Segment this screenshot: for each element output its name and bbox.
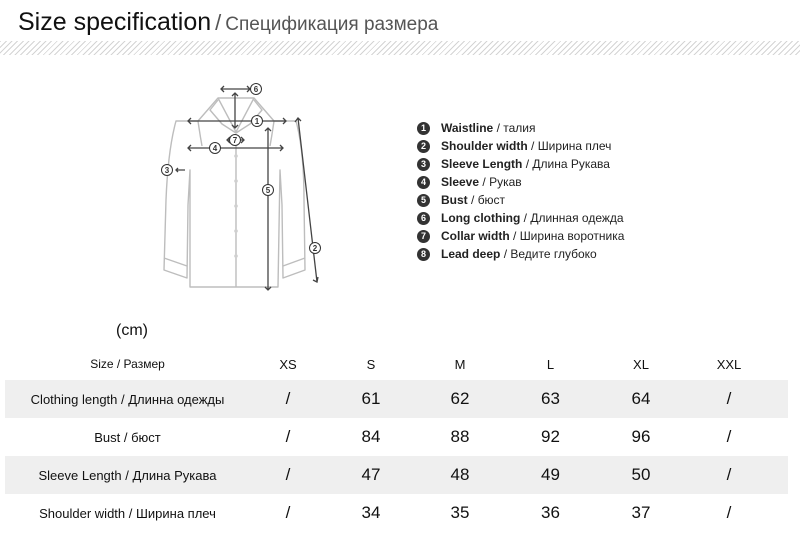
number-badge-icon: 6 — [417, 212, 430, 225]
legend-item: 4 Sleeve / Рукав — [417, 173, 624, 191]
table-cell: / — [285, 427, 291, 446]
table-cell: 96 — [631, 427, 651, 446]
marker-label: 6 — [253, 85, 259, 94]
number-badge-icon: 5 — [417, 194, 430, 207]
table-row — [5, 456, 788, 494]
legend-item: 5 Bust / бюст — [417, 191, 624, 209]
diagram-number-markers — [162, 84, 321, 254]
legend-item: 1 Waistline / талия — [417, 119, 624, 137]
legend-item: 8 Lead deep / Ведите глубоко — [417, 245, 624, 263]
table-cell: 63 — [541, 389, 560, 408]
table-cell: 92 — [541, 427, 560, 446]
unit-label: (cm) — [116, 322, 148, 339]
title-english: Size specification — [18, 8, 212, 36]
table-cell: / — [285, 465, 291, 484]
marker-label: 1 — [254, 117, 260, 126]
title-separator: / — [215, 10, 222, 35]
table-cell: / — [285, 503, 291, 522]
table-cell: 35 — [450, 503, 470, 522]
table-cell: Sleeve Length / Длина Рукава — [38, 467, 217, 483]
marker-label: 3 — [164, 166, 170, 175]
table-cell: / — [726, 389, 732, 408]
table-header-row — [5, 348, 788, 380]
table-cell: / — [726, 503, 732, 522]
marker-label: 2 — [312, 244, 318, 253]
table-header-cell: XL — [633, 356, 649, 372]
table-cell: 48 — [450, 465, 470, 484]
table-cell: 37 — [631, 503, 651, 522]
marker-label: 4 — [212, 144, 218, 153]
table-cell: Bust / бюст — [94, 429, 161, 445]
table-header-cell: Size / Размер — [90, 357, 165, 371]
legend-item: 3 Sleeve Length / Длина Рукава — [417, 155, 624, 173]
number-badge-icon: 2 — [417, 140, 430, 153]
table-cell: 64 — [631, 389, 651, 408]
number-badge-icon: 8 — [417, 248, 430, 261]
table-cell: 62 — [450, 389, 470, 408]
title-russian: Спецификация размера — [225, 14, 439, 35]
table-cell: 88 — [450, 427, 470, 446]
table-row — [5, 418, 788, 456]
table-header-cell: XXL — [716, 356, 742, 372]
table-header-cell: XS — [279, 356, 297, 372]
table-cell: / — [726, 465, 732, 484]
measurement-arrows — [176, 86, 318, 290]
number-badge-icon: 4 — [417, 176, 430, 189]
table-cell: / — [726, 427, 732, 446]
table-header-cell: M — [454, 356, 466, 372]
number-badge-icon: 3 — [417, 158, 430, 171]
legend-item: 6 Long clothing / Длинная одежда — [417, 209, 624, 227]
table-cell: Shoulder width / Ширина плеч — [39, 505, 216, 521]
marker-label: 7 — [232, 136, 238, 145]
size-table — [5, 348, 788, 532]
legend-item: 7 Collar width / Ширина воротника — [417, 227, 624, 245]
table-cell: 84 — [361, 427, 381, 446]
table-cell: 50 — [631, 465, 651, 484]
table-cell: 47 — [361, 465, 381, 484]
number-badge-icon: 1 — [417, 122, 430, 135]
table-cell: 61 — [361, 389, 381, 408]
marker-label: 5 — [265, 186, 271, 195]
table-header-cell: S — [366, 356, 376, 372]
table-cell: / — [285, 389, 291, 408]
table-cell: 49 — [541, 465, 560, 484]
table-header-cell: L — [546, 356, 555, 372]
measurement-legend — [417, 119, 624, 263]
number-badge-icon: 7 — [417, 230, 430, 243]
legend-item: 2 Shoulder width / Ширина плеч — [417, 137, 624, 155]
table-cell: 34 — [361, 503, 381, 522]
table-cell: Clothing length / Длинна одежды — [30, 391, 225, 407]
table-row — [5, 380, 788, 418]
table-cell: 36 — [541, 503, 560, 522]
table-row — [5, 494, 788, 532]
